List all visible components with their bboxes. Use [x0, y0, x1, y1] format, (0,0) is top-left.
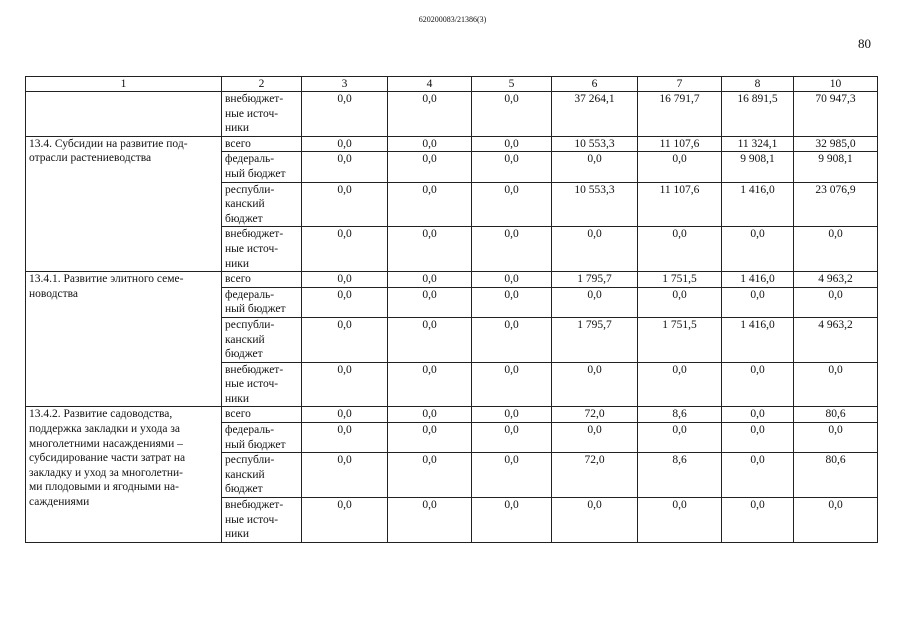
text-line: многолетними насаждениями – — [29, 437, 183, 450]
text-line: саждениями — [29, 496, 90, 509]
text-line: отрасли растениеводства — [29, 152, 152, 165]
header-cell: 6 — [552, 77, 638, 92]
text-line: ники — [225, 392, 250, 405]
value-cell: 0,0 — [388, 317, 472, 362]
value-cell: 0,0 — [638, 423, 722, 453]
value-cell: 1 416,0 — [722, 317, 794, 362]
table-row — [26, 407, 878, 423]
value-cell: 0,0 — [388, 182, 472, 227]
value-cell: 0,0 — [388, 272, 472, 288]
header-cell: 5 — [472, 77, 552, 92]
value-cell: 1 795,7 — [552, 272, 638, 288]
value-cell: 0,0 — [472, 136, 552, 152]
value-cell: 0,0 — [722, 362, 794, 407]
text-line: ный бюджет — [225, 303, 286, 316]
text-line: федераль- — [225, 288, 275, 301]
value-cell: 0,0 — [388, 407, 472, 423]
table-row — [26, 272, 878, 288]
value-cell: 0,0 — [302, 407, 388, 423]
value-cell: 0,0 — [472, 272, 552, 288]
value-cell: 0,0 — [794, 498, 878, 543]
value-cell: 0,0 — [794, 287, 878, 317]
text-line: субсидирование части затрат на — [29, 452, 186, 465]
value-cell: 80,6 — [794, 453, 878, 498]
text-line: федераль- — [225, 424, 275, 437]
value-cell: 9 908,1 — [794, 152, 878, 182]
value-cell: 1 751,5 — [638, 317, 722, 362]
value-cell: 0,0 — [722, 227, 794, 272]
value-cell: 0,0 — [638, 362, 722, 407]
text-line: внебюджет- — [225, 363, 284, 376]
value-cell: 0,0 — [388, 362, 472, 407]
value-cell: 1 751,5 — [638, 272, 722, 288]
value-cell: 37 264,1 — [552, 92, 638, 137]
text-line: бюджет — [225, 348, 263, 361]
row-category-cell — [26, 272, 222, 407]
value-cell: 0,0 — [388, 287, 472, 317]
value-cell: 0,0 — [638, 287, 722, 317]
value-cell: 70 947,3 — [794, 92, 878, 137]
value-cell: 8,6 — [638, 407, 722, 423]
value-cell: 0,0 — [794, 227, 878, 272]
text-line: ники — [225, 122, 250, 135]
funding-source-cell — [222, 498, 302, 543]
page-number: 80 — [858, 36, 871, 51]
value-cell: 0,0 — [552, 362, 638, 407]
funding-source-cell — [222, 407, 302, 423]
value-cell: 23 076,9 — [794, 182, 878, 227]
value-cell: 0,0 — [552, 287, 638, 317]
value-cell: 0,0 — [302, 362, 388, 407]
value-cell: 0,0 — [472, 453, 552, 498]
value-cell: 0,0 — [388, 423, 472, 453]
value-cell: 11 324,1 — [722, 136, 794, 152]
header-cell: 7 — [638, 77, 722, 92]
header-cell: 2 — [222, 77, 302, 92]
text-line: всего — [225, 273, 251, 286]
value-cell: 0,0 — [638, 152, 722, 182]
value-cell: 0,0 — [302, 92, 388, 137]
header-cell: 3 — [302, 77, 388, 92]
value-cell: 0,0 — [722, 453, 794, 498]
funding-source-cell — [222, 92, 302, 137]
value-cell: 0,0 — [302, 182, 388, 227]
value-cell: 0,0 — [302, 287, 388, 317]
value-cell: 8,6 — [638, 453, 722, 498]
text-line: 13.4.2. Развитие садоводства, — [29, 408, 173, 421]
value-cell: 32 985,0 — [794, 136, 878, 152]
value-cell: 0,0 — [638, 498, 722, 543]
value-cell: 10 553,3 — [552, 136, 638, 152]
value-cell: 0,0 — [794, 423, 878, 453]
value-cell: 0,0 — [388, 152, 472, 182]
value-cell: 0,0 — [472, 407, 552, 423]
value-cell: 0,0 — [472, 227, 552, 272]
value-cell: 1 416,0 — [722, 272, 794, 288]
funding-source-cell — [222, 362, 302, 407]
value-cell: 0,0 — [302, 423, 388, 453]
text-line: 13.4. Субсидии на развитие под- — [29, 137, 188, 150]
value-cell: 0,0 — [302, 136, 388, 152]
value-cell: 16 791,7 — [638, 92, 722, 137]
value-cell: 80,6 — [794, 407, 878, 423]
text-line: канский — [225, 468, 265, 481]
value-cell: 0,0 — [302, 152, 388, 182]
value-cell: 0,0 — [552, 152, 638, 182]
text-line: внебюджет- — [225, 228, 284, 241]
text-line: всего — [225, 408, 251, 421]
funding-source-cell — [222, 152, 302, 182]
text-line: республи- — [225, 454, 275, 467]
value-cell: 0,0 — [472, 362, 552, 407]
text-line: 13.4.1. Развитие элитного семе- — [29, 273, 184, 286]
text-line: бюджет — [225, 212, 263, 225]
value-cell: 0,0 — [388, 498, 472, 543]
funding-source-cell — [222, 287, 302, 317]
header-cell: 1 — [26, 77, 222, 92]
value-cell: 1 795,7 — [552, 317, 638, 362]
value-cell: 0,0 — [388, 453, 472, 498]
text-line: ники — [225, 528, 250, 541]
header-cell: 4 — [388, 77, 472, 92]
value-cell: 0,0 — [552, 423, 638, 453]
value-cell: 9 908,1 — [722, 152, 794, 182]
text-line: ные источ- — [225, 107, 279, 120]
funding-source-cell — [222, 272, 302, 288]
funding-source-cell — [222, 136, 302, 152]
value-cell: 10 553,3 — [552, 182, 638, 227]
value-cell: 0,0 — [302, 272, 388, 288]
text-line: канский — [225, 333, 265, 346]
header-cell: 10 — [794, 77, 878, 92]
funding-source-cell — [222, 423, 302, 453]
text-line: ники — [225, 257, 250, 270]
value-cell: 0,0 — [388, 136, 472, 152]
text-line: канский — [225, 198, 265, 211]
value-cell: 16 891,5 — [722, 92, 794, 137]
value-cell: 0,0 — [472, 152, 552, 182]
text-line: ные источ- — [225, 378, 279, 391]
value-cell: 0,0 — [302, 317, 388, 362]
value-cell: 0,0 — [302, 453, 388, 498]
row-category-cell — [26, 92, 222, 137]
text-line: всего — [225, 137, 251, 150]
text-line: ми плодовыми и ягодными на- — [29, 481, 179, 494]
value-cell: 0,0 — [552, 227, 638, 272]
value-cell: 4 963,2 — [794, 317, 878, 362]
value-cell: 0,0 — [472, 182, 552, 227]
value-cell: 72,0 — [552, 453, 638, 498]
text-line: закладку и уход за многолетни- — [29, 466, 183, 479]
text-line: республи- — [225, 183, 275, 196]
document-id: 620200083/21386(3) — [418, 15, 487, 24]
table-row — [26, 136, 878, 152]
table-row — [26, 92, 878, 137]
text-line: внебюджет- — [225, 499, 284, 512]
value-cell: 0,0 — [302, 227, 388, 272]
value-cell: 0,0 — [552, 498, 638, 543]
value-cell: 72,0 — [552, 407, 638, 423]
value-cell: 0,0 — [638, 227, 722, 272]
value-cell: 0,0 — [472, 317, 552, 362]
budget-table — [25, 76, 878, 543]
funding-source-cell — [222, 317, 302, 362]
text-line: ный бюджет — [225, 167, 286, 180]
value-cell: 11 107,6 — [638, 182, 722, 227]
value-cell: 0,0 — [472, 423, 552, 453]
funding-source-cell — [222, 227, 302, 272]
value-cell: 0,0 — [388, 92, 472, 137]
value-cell: 11 107,6 — [638, 136, 722, 152]
row-category-cell — [26, 407, 222, 542]
value-cell: 0,0 — [388, 227, 472, 272]
value-cell: 0,0 — [794, 362, 878, 407]
header-cell: 8 — [722, 77, 794, 92]
text-line: ный бюджет — [225, 438, 286, 451]
value-cell: 0,0 — [472, 287, 552, 317]
value-cell: 1 416,0 — [722, 182, 794, 227]
funding-source-cell — [222, 453, 302, 498]
value-cell: 0,0 — [302, 498, 388, 543]
text-line: федераль- — [225, 153, 275, 166]
funding-source-cell — [222, 182, 302, 227]
value-cell: 0,0 — [722, 287, 794, 317]
value-cell: 0,0 — [472, 92, 552, 137]
text-line: бюджет — [225, 483, 263, 496]
text-line: новодства — [29, 287, 79, 300]
header-row — [26, 77, 878, 92]
row-category-cell — [26, 136, 222, 271]
value-cell: 0,0 — [722, 407, 794, 423]
value-cell: 4 963,2 — [794, 272, 878, 288]
text-line: внебюджет- — [225, 93, 284, 105]
text-line: поддержка закладки и ухода за — [29, 423, 180, 436]
text-line: ные источ- — [225, 242, 279, 255]
value-cell: 0,0 — [722, 423, 794, 453]
value-cell: 0,0 — [722, 498, 794, 543]
text-line: ные источ- — [225, 513, 279, 526]
value-cell: 0,0 — [472, 498, 552, 543]
text-line: республи- — [225, 318, 275, 331]
